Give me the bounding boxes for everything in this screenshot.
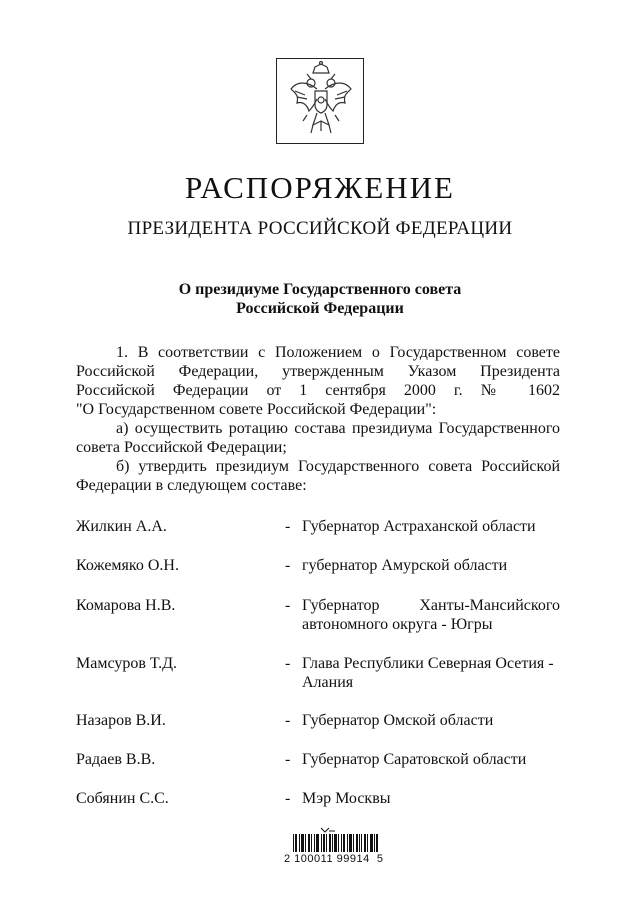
member-dash: - bbox=[285, 557, 291, 574]
member-dash: - bbox=[285, 712, 291, 729]
position-line: Губернатор Омской области bbox=[302, 712, 494, 729]
member-name: Кожемяко О.Н. bbox=[76, 557, 179, 574]
document-subtitle: ПРЕЗИДЕНТА РОССИЙСКОЙ ФЕДЕРАЦИИ bbox=[127, 218, 513, 239]
heading-line: О президиуме Государственного совета bbox=[178, 281, 462, 298]
document-heading bbox=[0, 280, 640, 318]
member-dash: - bbox=[285, 790, 291, 807]
member-position bbox=[302, 711, 560, 730]
item-a-line: а) осуществить ротацию состава президиума Государственного bbox=[116, 420, 560, 437]
position-line: Глава Республики Северная Осетия - bbox=[302, 655, 554, 672]
member-dash: - bbox=[285, 655, 291, 672]
paragraph-line: 1. В соответствии с Положением о Государственном совете bbox=[116, 344, 560, 361]
member-name: Назаров В.И. bbox=[76, 712, 166, 729]
member-dash: - bbox=[285, 597, 291, 614]
barcode-number: 2 100011 99914 5 bbox=[284, 853, 384, 865]
item-b-line: Федерации в следующем составе: bbox=[76, 477, 307, 494]
position-line: Губернатор Ханты-Мансийского bbox=[302, 597, 560, 614]
member-position bbox=[302, 517, 560, 536]
member-position bbox=[302, 750, 560, 769]
emblem-frame bbox=[276, 58, 364, 144]
member-name: Собянин С.С. bbox=[76, 790, 169, 807]
position-line: Мэр Москвы bbox=[302, 790, 391, 807]
position-line: губернатор Амурской области bbox=[302, 557, 508, 574]
member-dash: - bbox=[285, 751, 291, 768]
member-position bbox=[302, 556, 560, 575]
document-title: РАСПОРЯЖЕНИЕ bbox=[185, 170, 455, 205]
member-position bbox=[302, 789, 560, 808]
paragraph-line: Российской Федерации, утвержденным Указом Президента bbox=[76, 363, 560, 380]
member-position bbox=[302, 596, 560, 634]
position-line: Губернатор Астраханской области bbox=[302, 518, 536, 535]
member-name: Комарова Н.В. bbox=[76, 597, 176, 614]
position-line: Алания bbox=[302, 674, 354, 691]
member-position bbox=[302, 654, 560, 692]
member-name: Радаев В.В. bbox=[76, 751, 156, 768]
position-line: автономного округа - Югры bbox=[302, 616, 493, 633]
main-paragraph bbox=[76, 343, 560, 495]
paragraph-line: Российской Федерации от 1 сентября 2000 г. № 1602 bbox=[76, 382, 560, 399]
position-line: Губернатор Саратовской области bbox=[302, 751, 527, 768]
member-name: Жилкин А.А. bbox=[76, 518, 167, 535]
coat-of-arms-icon bbox=[277, 59, 365, 145]
item-a-line: совета Российской Федерации; bbox=[76, 439, 287, 456]
paragraph-line: "О Государственном совете Российской Федерации": bbox=[76, 401, 437, 418]
member-dash: - bbox=[285, 518, 291, 535]
member-name: Мамсуров Т.Д. bbox=[76, 655, 177, 672]
heading-line: Российской Федерации bbox=[236, 300, 404, 317]
item-b-line: б) утвердить президиум Государственного совета Российской bbox=[116, 458, 560, 475]
